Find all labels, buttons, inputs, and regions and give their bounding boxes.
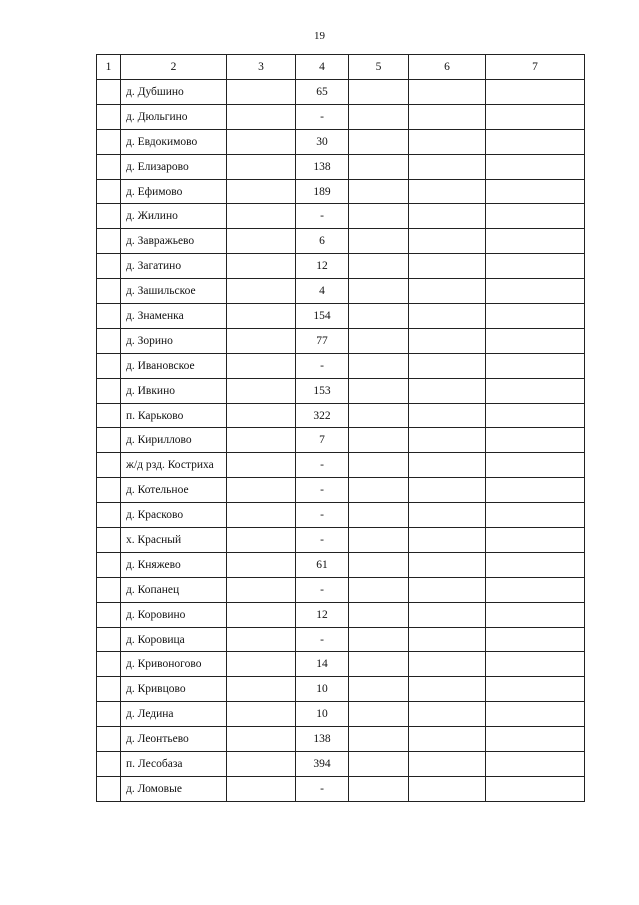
cell-col3 (227, 577, 296, 602)
cell-col5 (349, 179, 409, 204)
cell-value: - (296, 353, 349, 378)
cell-col5 (349, 428, 409, 453)
cell-col7 (486, 727, 585, 752)
cell-col5 (349, 229, 409, 254)
cell-col3 (227, 602, 296, 627)
cell-value: 12 (296, 602, 349, 627)
cell-col5 (349, 627, 409, 652)
cell-col7 (486, 453, 585, 478)
cell-col7 (486, 528, 585, 553)
cell-value: 322 (296, 403, 349, 428)
table-row (97, 503, 585, 528)
cell-col1 (97, 428, 121, 453)
cell-col1 (97, 727, 121, 752)
cell-col7 (486, 752, 585, 777)
cell-col7 (486, 677, 585, 702)
cell-settlement-name: д. Кривоногово (121, 652, 227, 677)
cell-value: 10 (296, 702, 349, 727)
table-body (97, 80, 585, 802)
table-row (97, 776, 585, 801)
cell-col7 (486, 627, 585, 652)
cell-col6 (409, 403, 486, 428)
cell-settlement-name: д. Ефимово (121, 179, 227, 204)
table-row (97, 702, 585, 727)
table-row (97, 552, 585, 577)
cell-value: 4 (296, 279, 349, 304)
table-row (97, 154, 585, 179)
table-row (97, 304, 585, 329)
cell-col1 (97, 80, 121, 105)
cell-col6 (409, 279, 486, 304)
cell-col5 (349, 453, 409, 478)
cell-col6 (409, 154, 486, 179)
cell-value: 77 (296, 328, 349, 353)
cell-settlement-name: д. Кириллово (121, 428, 227, 453)
table-row (97, 403, 585, 428)
cell-col5 (349, 652, 409, 677)
cell-settlement-name: д. Жилино (121, 204, 227, 229)
table-row (97, 627, 585, 652)
table-row (97, 453, 585, 478)
cell-col1 (97, 353, 121, 378)
cell-col3 (227, 254, 296, 279)
cell-col3 (227, 279, 296, 304)
cell-col5 (349, 304, 409, 329)
cell-col5 (349, 104, 409, 129)
cell-col6 (409, 776, 486, 801)
column-header-6: 6 (409, 55, 486, 80)
cell-col7 (486, 702, 585, 727)
cell-col5 (349, 80, 409, 105)
cell-col1 (97, 179, 121, 204)
table-row (97, 279, 585, 304)
cell-col3 (227, 403, 296, 428)
cell-settlement-name: д. Ивановское (121, 353, 227, 378)
cell-value: - (296, 503, 349, 528)
cell-col3 (227, 80, 296, 105)
cell-col5 (349, 602, 409, 627)
cell-value: 10 (296, 677, 349, 702)
cell-settlement-name: д. Дубшино (121, 80, 227, 105)
cell-col5 (349, 129, 409, 154)
cell-col5 (349, 776, 409, 801)
cell-value: - (296, 204, 349, 229)
cell-col1 (97, 378, 121, 403)
cell-value: 153 (296, 378, 349, 403)
cell-col5 (349, 503, 409, 528)
cell-col6 (409, 528, 486, 553)
cell-col6 (409, 552, 486, 577)
cell-col3 (227, 428, 296, 453)
cell-col6 (409, 503, 486, 528)
cell-settlement-name: п. Лесобаза (121, 752, 227, 777)
cell-col7 (486, 104, 585, 129)
cell-col5 (349, 403, 409, 428)
cell-col5 (349, 478, 409, 503)
table-row (97, 478, 585, 503)
cell-settlement-name: д. Зорино (121, 328, 227, 353)
cell-col6 (409, 677, 486, 702)
cell-col5 (349, 254, 409, 279)
column-header-1: 1 (97, 55, 121, 80)
cell-col6 (409, 378, 486, 403)
cell-col1 (97, 577, 121, 602)
cell-settlement-name: ж/д рзд. Костриха (121, 453, 227, 478)
cell-value: 65 (296, 80, 349, 105)
cell-settlement-name: д. Знаменка (121, 304, 227, 329)
cell-col6 (409, 304, 486, 329)
cell-col7 (486, 154, 585, 179)
cell-settlement-name: д. Завражьево (121, 229, 227, 254)
cell-col1 (97, 552, 121, 577)
cell-col3 (227, 702, 296, 727)
cell-col3 (227, 503, 296, 528)
table-row (97, 80, 585, 105)
cell-settlement-name: д. Кривцово (121, 677, 227, 702)
table-row (97, 428, 585, 453)
cell-value: 7 (296, 428, 349, 453)
cell-settlement-name: п. Карьково (121, 403, 227, 428)
cell-col7 (486, 403, 585, 428)
cell-col6 (409, 80, 486, 105)
cell-col5 (349, 577, 409, 602)
cell-value: - (296, 478, 349, 503)
cell-col1 (97, 752, 121, 777)
cell-col5 (349, 528, 409, 553)
cell-col1 (97, 652, 121, 677)
cell-col3 (227, 752, 296, 777)
cell-value: 154 (296, 304, 349, 329)
cell-col5 (349, 727, 409, 752)
cell-col3 (227, 104, 296, 129)
cell-col1 (97, 702, 121, 727)
cell-value: 138 (296, 154, 349, 179)
cell-settlement-name: д. Копанец (121, 577, 227, 602)
cell-col6 (409, 577, 486, 602)
table-row (97, 204, 585, 229)
cell-value: - (296, 627, 349, 652)
cell-col6 (409, 254, 486, 279)
table-row (97, 602, 585, 627)
cell-settlement-name: д. Княжево (121, 552, 227, 577)
table-row (97, 229, 585, 254)
cell-col1 (97, 602, 121, 627)
cell-col7 (486, 652, 585, 677)
cell-col6 (409, 702, 486, 727)
cell-col7 (486, 328, 585, 353)
cell-col7 (486, 478, 585, 503)
cell-settlement-name: д. Елизарово (121, 154, 227, 179)
cell-col7 (486, 378, 585, 403)
cell-value: 12 (296, 254, 349, 279)
cell-col3 (227, 304, 296, 329)
cell-value: 61 (296, 552, 349, 577)
table-row (97, 254, 585, 279)
cell-value: - (296, 528, 349, 553)
column-header-2: 2 (121, 55, 227, 80)
cell-col6 (409, 652, 486, 677)
table-row (97, 328, 585, 353)
cell-settlement-name: д. Леонтьево (121, 727, 227, 752)
cell-col7 (486, 602, 585, 627)
cell-col5 (349, 752, 409, 777)
cell-settlement-name: д. Зашильское (121, 279, 227, 304)
cell-col7 (486, 254, 585, 279)
table-row (97, 378, 585, 403)
cell-col3 (227, 154, 296, 179)
table-row (97, 179, 585, 204)
cell-col5 (349, 378, 409, 403)
cell-col6 (409, 353, 486, 378)
cell-col3 (227, 179, 296, 204)
cell-col3 (227, 229, 296, 254)
table-row (97, 652, 585, 677)
cell-col1 (97, 403, 121, 428)
cell-col5 (349, 552, 409, 577)
cell-col6 (409, 428, 486, 453)
cell-col6 (409, 129, 486, 154)
column-header-4: 4 (296, 55, 349, 80)
cell-col5 (349, 702, 409, 727)
column-header-3: 3 (227, 55, 296, 80)
cell-col1 (97, 328, 121, 353)
cell-settlement-name: д. Ломовые (121, 776, 227, 801)
cell-settlement-name: д. Красково (121, 503, 227, 528)
table-row (97, 104, 585, 129)
cell-col3 (227, 528, 296, 553)
cell-value: 6 (296, 229, 349, 254)
cell-col1 (97, 254, 121, 279)
cell-col3 (227, 776, 296, 801)
table-row (97, 677, 585, 702)
cell-settlement-name: д. Ледина (121, 702, 227, 727)
cell-col3 (227, 129, 296, 154)
table-row (97, 727, 585, 752)
cell-col1 (97, 229, 121, 254)
table-row (97, 752, 585, 777)
cell-value: - (296, 577, 349, 602)
cell-col7 (486, 129, 585, 154)
cell-col5 (349, 328, 409, 353)
cell-col7 (486, 577, 585, 602)
cell-col1 (97, 304, 121, 329)
table-row (97, 577, 585, 602)
cell-col3 (227, 453, 296, 478)
cell-col5 (349, 677, 409, 702)
cell-col1 (97, 627, 121, 652)
cell-col5 (349, 154, 409, 179)
cell-col7 (486, 279, 585, 304)
cell-col7 (486, 503, 585, 528)
cell-col3 (227, 478, 296, 503)
cell-col3 (227, 204, 296, 229)
cell-col1 (97, 154, 121, 179)
cell-col6 (409, 602, 486, 627)
cell-settlement-name: д. Коровица (121, 627, 227, 652)
header-row (97, 55, 585, 80)
cell-col7 (486, 428, 585, 453)
cell-col6 (409, 204, 486, 229)
cell-col1 (97, 677, 121, 702)
cell-value: 138 (296, 727, 349, 752)
cell-col1 (97, 776, 121, 801)
cell-settlement-name: д. Коровино (121, 602, 227, 627)
cell-col3 (227, 677, 296, 702)
cell-value: - (296, 776, 349, 801)
cell-col7 (486, 179, 585, 204)
cell-col1 (97, 453, 121, 478)
page-number: 19 (314, 30, 325, 42)
cell-col3 (227, 627, 296, 652)
column-header-5: 5 (349, 55, 409, 80)
cell-col6 (409, 727, 486, 752)
cell-col6 (409, 104, 486, 129)
cell-col3 (227, 353, 296, 378)
cell-value: 189 (296, 179, 349, 204)
cell-col3 (227, 652, 296, 677)
cell-col1 (97, 528, 121, 553)
cell-col3 (227, 328, 296, 353)
cell-col6 (409, 752, 486, 777)
table-row (97, 129, 585, 154)
cell-col7 (486, 353, 585, 378)
cell-col5 (349, 353, 409, 378)
cell-settlement-name: д. Котельное (121, 478, 227, 503)
cell-col3 (227, 727, 296, 752)
cell-value: 30 (296, 129, 349, 154)
cell-col5 (349, 204, 409, 229)
cell-settlement-name: д. Ивкино (121, 378, 227, 403)
cell-col7 (486, 204, 585, 229)
settlements-table (96, 54, 585, 802)
cell-col7 (486, 552, 585, 577)
cell-col6 (409, 179, 486, 204)
cell-col6 (409, 229, 486, 254)
table-header (97, 55, 585, 80)
cell-col7 (486, 776, 585, 801)
cell-settlement-name: д. Загатино (121, 254, 227, 279)
table-row (97, 353, 585, 378)
cell-col6 (409, 328, 486, 353)
cell-col1 (97, 204, 121, 229)
cell-col7 (486, 80, 585, 105)
cell-col7 (486, 229, 585, 254)
cell-col1 (97, 279, 121, 304)
cell-col1 (97, 478, 121, 503)
cell-col6 (409, 627, 486, 652)
cell-col5 (349, 279, 409, 304)
cell-value: 394 (296, 752, 349, 777)
cell-settlement-name: х. Красный (121, 528, 227, 553)
cell-col7 (486, 304, 585, 329)
cell-col1 (97, 503, 121, 528)
cell-col6 (409, 453, 486, 478)
cell-col3 (227, 378, 296, 403)
cell-value: - (296, 453, 349, 478)
cell-settlement-name: д. Дюльгино (121, 104, 227, 129)
cell-settlement-name: д. Евдокимово (121, 129, 227, 154)
cell-col1 (97, 129, 121, 154)
cell-value: 14 (296, 652, 349, 677)
column-header-7: 7 (486, 55, 585, 80)
cell-col6 (409, 478, 486, 503)
cell-col3 (227, 552, 296, 577)
table-row (97, 528, 585, 553)
cell-value: - (296, 104, 349, 129)
cell-col1 (97, 104, 121, 129)
